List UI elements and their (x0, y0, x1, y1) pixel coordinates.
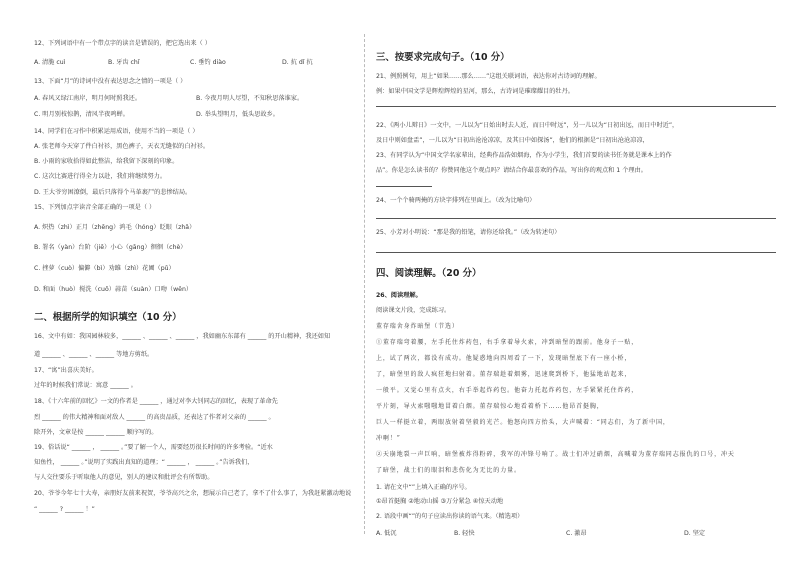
question-17-line-1: 17、“寓”出喜庆美好。 (34, 367, 98, 374)
question-26: 26、阅读理解。 (376, 292, 422, 299)
passage-title: 董存瑞舍身炸暗堡（节选） (376, 323, 459, 330)
question-14: 14、同学们在习作中积累运用成语，使用不当的一项是（ ） (34, 128, 199, 135)
section-4-title: 四、阅读理解。（20 分） (376, 268, 482, 279)
question-19-line-3: 与人交往要乐于听取他人的意见，别人的建议和批评会有所帮助。 (34, 474, 214, 481)
question-18-line-3: 除开外，文章是按 ______ ______ 顺序写的。 (34, 429, 158, 436)
passage-line-7: 冲啊！” (376, 435, 401, 442)
q12-option-a: A. 清脆 cuì (34, 59, 66, 66)
q14-option-c: C. 这次比赛进行得全力以赴，我们将继续努力。 (34, 173, 167, 180)
sub-question-2: 2. 语段中画“”的句子应读出你读的语气来。（精选项） (376, 513, 524, 520)
answer-line-23 (376, 186, 432, 187)
passage-line-4: 一般平。又觉心里有点火，右手举起炸药包。他奋力托起炸药包，左手紧紧托住炸药， (376, 387, 639, 394)
question-22-line-1: 22、《两小儿辩日》一文中，一儿以为“日始出时去人近，而日中时远”，另一儿以为“日初出远，而日中时近”， (376, 122, 679, 129)
passage-line-5: 平片刻，导火索嗤嗤地冒着白烟。董存瑞惊心地看着桥下……他昂首挺胸， (376, 403, 604, 410)
q13-option-a: A. 春风又绿江南岸，明月何时照我还。 (34, 95, 142, 102)
passage-line-2: 上，试了两次，都没有成功。他疑惑地向四周看了一下，发现暗堡底下有一座小桥， (376, 355, 632, 362)
sub-question-1: 1. 请在文中“”上填入正确的序号。 (376, 484, 471, 491)
sub-question-2-option-a: A. 低沉 (376, 530, 397, 537)
q15-option-c: C. 挫萝（cuò）偏僻（bì）劝雎（zhì）花圃（pǔ） (34, 265, 175, 272)
question-23-line-1: 23、有同学认为“中国文学名家辈出，经典作品浩如烟海，作为小学生，我们首要的读书任务就是课本上的作 (376, 152, 672, 159)
q14-option-d: D. 王大爷穷困潦倒，最后只落得个马革裹尸的悲惨结局。 (34, 189, 192, 196)
question-15: 15、下列加点字读音全部正确的一项是（ ） (34, 204, 156, 211)
question-13: 13、下面“月”的诗词中没有表达思念之情的一项是（ ） (34, 78, 187, 85)
passage-line-9: 了暗堡，战士们的眼泪和悲伤化为无比的力量。 (376, 467, 521, 474)
q15-option-b: B. 署名（yàn）台阶（jiē）小心（gāng）徊徊（chè） (34, 244, 187, 251)
question-16-line-1: 16、文中有如：我国园林较多，______ 、______ 、______ ，我如幽东东部有 ______ 的开山精神，我还如知 (34, 333, 331, 340)
passage-line-6: 巨人一样挺立着，两眼放射着坚毅的光芒。他怒向四方抬头，大声喊着：“同志们，为了新中国， (376, 419, 670, 426)
question-23-line-2: 品”。你是怎么读书的？你赞同他这个观点吗？请结合你最喜欢的作品，写出你的观点和 1 个理由。 (376, 167, 647, 174)
question-19-line-1: 19、俗话说“ ______ ， ______ 。”要了解一个人，需要经历很长时间的许多考验。“近水 (34, 444, 273, 451)
q14-option-b: B. 小雨的家收拾得如此整洁，给我留下深刻的印象。 (34, 158, 179, 165)
reading-instruction: 阅读课文片段，完成练习。 (376, 307, 451, 314)
q14-option-a: A. 张老师今天穿了件白衬衫，黑色裤子，天衣无缝似的白衬衫。 (34, 143, 210, 150)
question-19-line-2: 知鱼性， ______ 。”说明了实践出真知的道理；“ ______ ， ______ 。”告诉我们， (34, 459, 254, 466)
question-25: 25、小芳对小明说：“那是我的铅笔，请你还给我。”（改为转述句） (376, 229, 561, 236)
question-24: 24、一个个骑两掩的方块字排列在里面上。（改为比喻句） (376, 197, 536, 204)
passage-line-8: ②天崩地裂一声巨响，暗堡被炸得粉碎，我军的冲锋号响了。战士们冲过硝烟，高喊着为董存瑞同志报仇的口号，冲天 (376, 451, 735, 458)
question-18-line-2: 烈 ______ 的伟大精神和面对敌人 ______ 的高贵品质，还表达了作者对父亲的 ______ 。 (34, 414, 275, 421)
passage-line-1: ①董存瑞弯着腰，左手托住炸药包，右手拿着导火索，冲到暗堡的跟前。他身子一贴， (376, 339, 639, 346)
sub-question-1-options: ①昂首挺胸 ②地动山摇 ③万分紧急 ④惊天动地 (376, 498, 504, 505)
column-divider (364, 34, 365, 534)
sub-question-2-option-d: D. 坚定 (684, 530, 706, 537)
q12-option-b: B. 牙齿 chǐ (108, 59, 140, 66)
question-16-line-2: 道 ______ 、______ 、______ 等地方剪纸。 (34, 351, 154, 358)
sub-question-2-option-b: B. 轻快 (454, 530, 475, 537)
sub-question-2-option-c: C. 激昂 (566, 530, 587, 537)
question-12: 12、下列词语中有一个带点字的读音是错误的，把它选出来（ ） (34, 40, 211, 47)
question-17-line-2: 过年的时候我们常说：寓意 ______ 。 (34, 382, 137, 389)
q13-option-b: B. 今夜月明人尽望，不知秋思落谁家。 (196, 95, 304, 102)
q13-option-c: C. 明月别枝惊鹊，清风半夜鸣蝉。 (34, 111, 129, 118)
q13-option-d: D. 举头望明月，低头思故乡。 (196, 111, 279, 118)
q15-option-a: A. 炽热（zhì）正月（zhēng）鸿毛（hóng）眨眼（zhǎ） (34, 224, 196, 231)
answer-line-21 (376, 106, 776, 107)
q12-option-c: C. 垂钓 diào (190, 59, 226, 66)
question-20-line-1: 20、爷爷今年七十大寿，亲朋好友前来祝贺，爷爷高兴之余，想展示自己老了，拿不了什么事了，为我赶紧激动地说 (34, 490, 352, 497)
section-2-title: 二、根据所学的知识填空（10 分） (34, 312, 182, 323)
answer-line-25 (376, 252, 776, 253)
section-3-title: 三、按要求完成句子。（10 分） (376, 52, 510, 63)
q15-option-d: D. 和面（huò）搅洗（cuō）蒜苗（suàn）口吻（wěn） (34, 286, 193, 293)
question-22-line-2: 及日中则如盘盂”，一儿以为“日初出沧沧凉凉，及其日中如探汤”，他们的根据是“日初出沧沧凉凉， (376, 137, 649, 144)
answer-line-24 (376, 218, 776, 219)
question-20-line-2: “ ______ ? ______ ！” (34, 506, 95, 513)
q12-option-d: D. 抗 dǐ 抗 (282, 59, 313, 66)
question-18-line-1: 18、《十六年前的回忆》一文的作者是 ______ ，通过对李大钊同志的回忆，表现了革命先 (34, 398, 278, 405)
passage-line-3: 了，暗堡里的敌人疯狂地扫射着。董存瑞趁着烟雾，迅速爬到桥下，他猛地站起来， (376, 371, 632, 378)
question-21-line-1: 21、例照例句，用上“如果……那么……”这组关联词语，表达你对古诗词的理解。 (376, 73, 601, 80)
question-21-example: 例：如果中国文学是辉煌辉煌的星河，那么，古诗词是璀璨耀目的牡丹。 (376, 88, 574, 95)
